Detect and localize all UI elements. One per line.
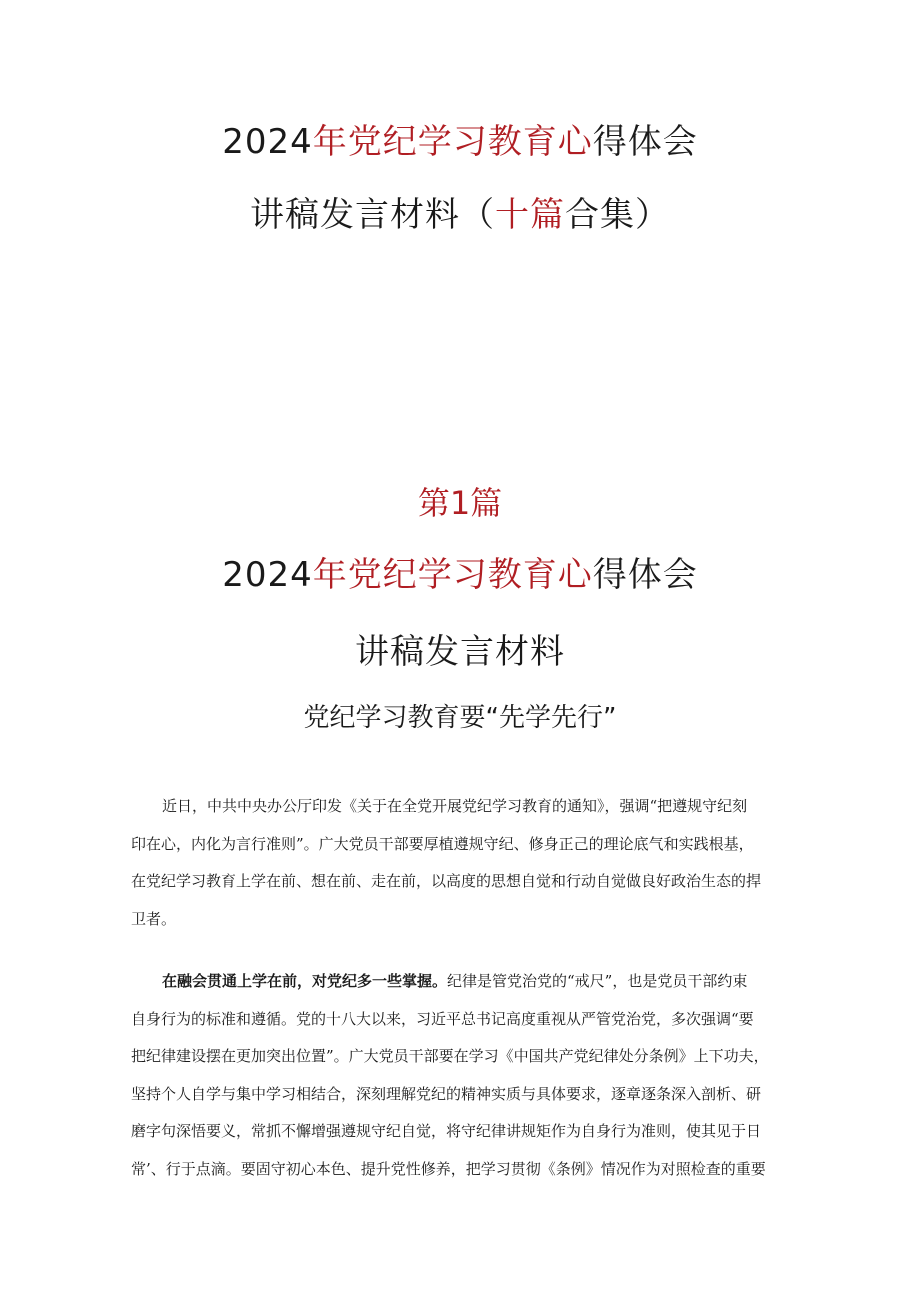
cover-title-line1 (0, 122, 920, 162)
cover-title-red-text: 年党纪学习教育心 (312, 122, 593, 162)
chapter-title-rest: 得体会 (592, 555, 698, 595)
paragraph-first-line (131, 963, 793, 1001)
paragraph-lead-sentence: 在融会贯通上学在前，对党纪多一些掌握。 (162, 972, 448, 990)
paragraph-line: 在党纪学习教育上学在前、想在前、走在前，以高度的思想自觉和行动自觉做良好政治生态的捍 (131, 872, 762, 890)
chapter-label: 第1篇 (417, 484, 503, 522)
chapter-title-line1 (0, 555, 920, 595)
chapter-title-line2: 讲稿发言材料 (355, 632, 565, 672)
cover-title2-part-a: 讲稿发言材料（ (250, 195, 495, 235)
paragraph-line: 把纪律建设摆在更加突出位置”。广大党员干部要在学习《中国共产党纪律处分条例》上下功夫， (131, 1047, 769, 1065)
paragraph-line: 自身行为的标准和遵循。党的十八大以来，习近平总书记高度重视从严管党治党，多次强调“要 (131, 1009, 754, 1028)
paragraph-line: 常’、行于点滴。要固守初心本色、提升党性修养，把学习贯彻《条例》情况作为对照检查的重要 (131, 1159, 766, 1178)
paragraph-2 (131, 963, 793, 1188)
chapter-title-red-text: 年党纪学习教育心 (312, 555, 593, 595)
cover-title2-part-b: 合集） (565, 195, 670, 235)
paragraph-line-rest: 纪律是管党治党的“戒尺”，也是党员干部约束 (447, 972, 748, 990)
paragraph-line: 坚持个人自学与集中学习相结合，深刻理解党纪的精神实质与具体要求，逐章逐条深入剖析、研 (131, 1084, 762, 1103)
cover-title-rest: 得体会 (592, 122, 698, 162)
paragraph-line: 印在心，内化为言行准则”。广大党员干部要厚植遵规守纪、修身正己的理论底气和实践根基， (131, 834, 754, 853)
chapter-title-year: 2024 (222, 555, 313, 595)
cover-title-year: 2024 (222, 122, 313, 162)
paragraph-line: 近日，中共中央办公厅印发《关于在全党开展党纪学习教育的通知》，强调“把遵规守纪刻 (162, 797, 748, 815)
paragraph-line: 卫者。 (131, 909, 177, 928)
paragraph-line: 磨字句深悟要义，常抓不懈增强遵规守纪自觉，将守纪律讲规矩作为自身行为准则，使其见于日 (131, 1122, 762, 1140)
paragraph-1 (131, 788, 793, 938)
cover-title2-red-text: 十篇 (495, 195, 565, 235)
chapter-subtitle: 党纪学习教育要“先学先行” (303, 703, 617, 733)
cover-title-line2 (0, 195, 920, 235)
